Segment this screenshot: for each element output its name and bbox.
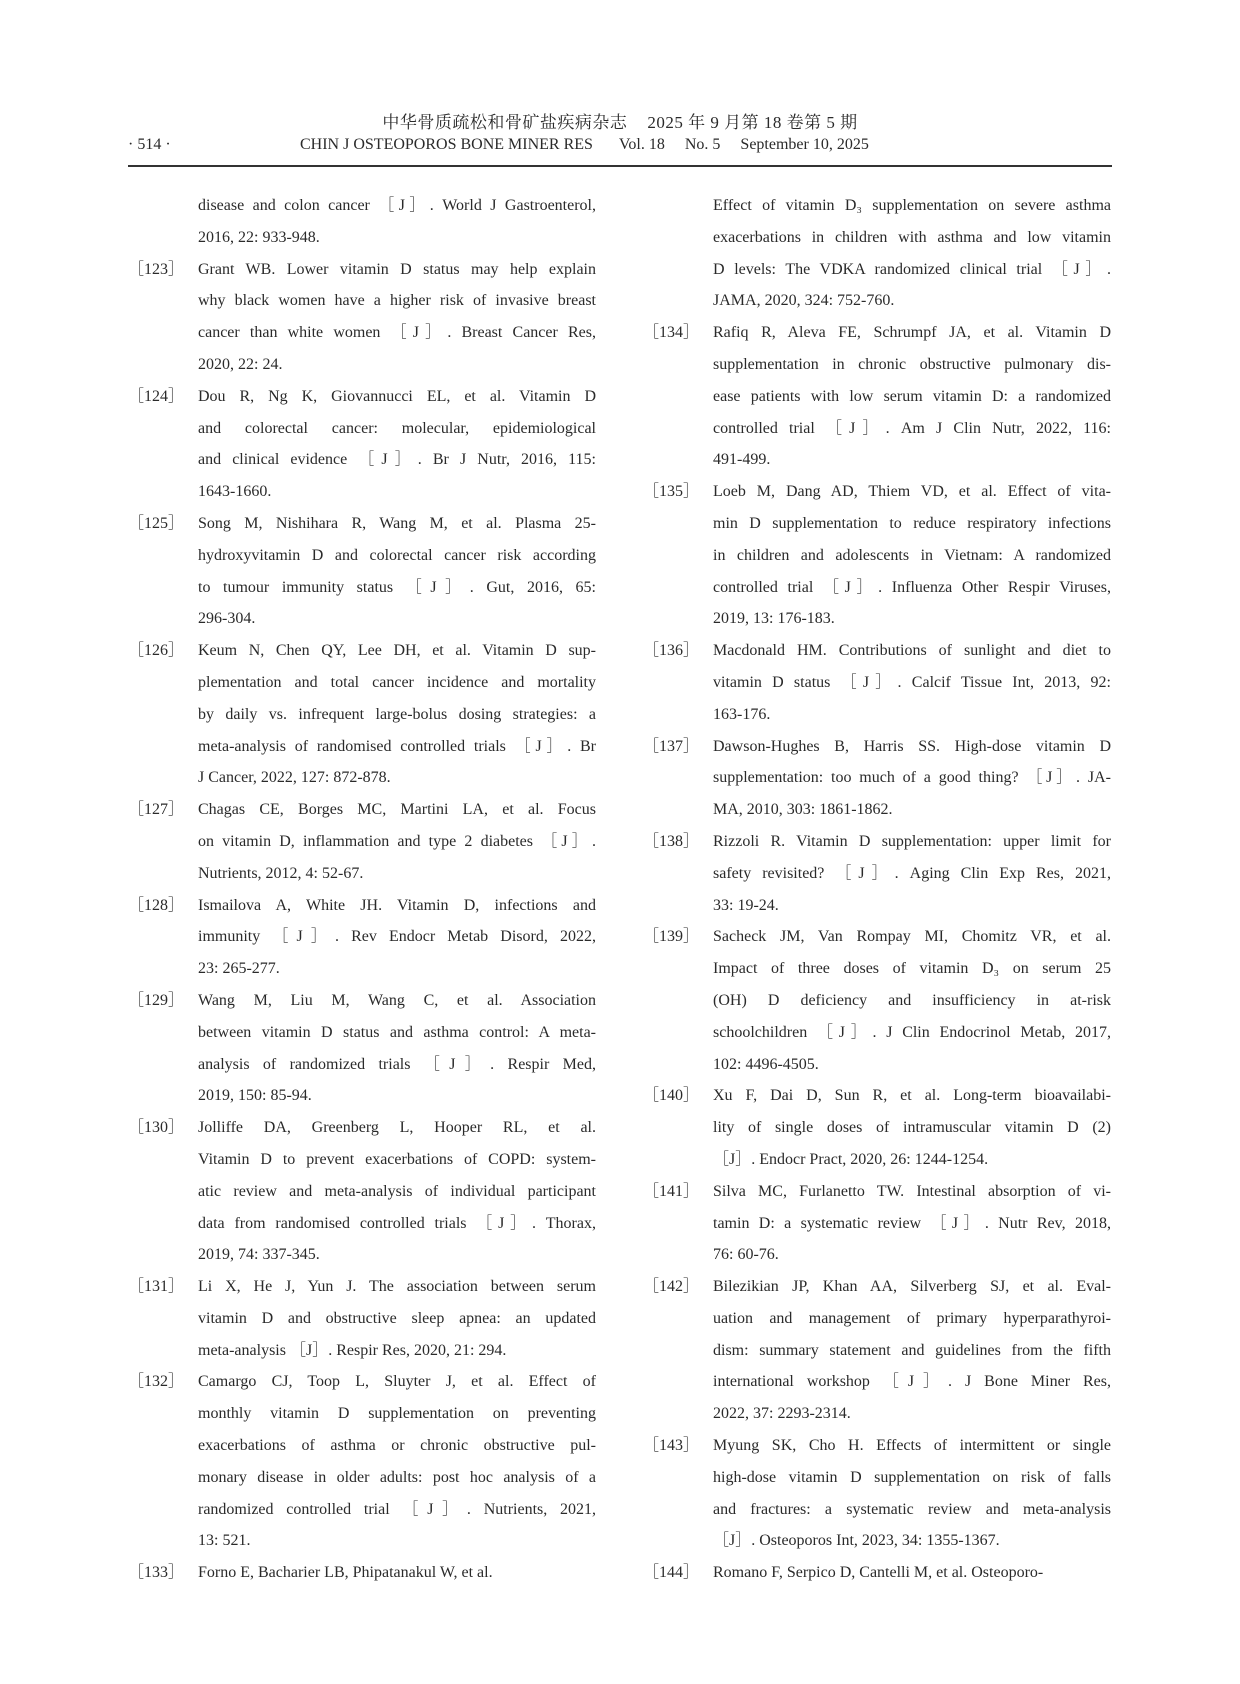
reference-number: ［129］ (128, 991, 185, 1009)
reference-entry (128, 1366, 596, 1557)
reference-entry (128, 794, 596, 889)
reference-text-line: plementation and total cancer incidence and mortality (198, 673, 596, 691)
reference-text-line: J Cancer, 2022, 127: 872-878. (198, 769, 391, 787)
reference-number: ［141］ (643, 1182, 700, 1200)
reference-text-line: Loeb M, Dang AD, Thiem VD, et al. Effect of vita- (713, 483, 1111, 501)
reference-text-line: Silva MC, Furlanetto TW. Intestinal absorption of vi- (713, 1182, 1111, 1200)
reference-text-line: 163-176. (713, 705, 771, 723)
reference-text-line: 2016, 22: 933-948. (198, 228, 320, 246)
reference-text-line: Li X, He J, Yun J. The association between serum (198, 1278, 596, 1296)
reference-text-line: ease patients with low serum vitamin D: a randomized (713, 387, 1111, 405)
reference-text-line: 296-304. (198, 610, 256, 628)
reference-number: ［132］ (128, 1373, 185, 1391)
reference-text-line: randomized controlled trial ［J］. Nutrients, 2021, (198, 1500, 596, 1518)
reference-text-line: lity of single doses of intramuscular vitamin D (2) (713, 1119, 1111, 1137)
reference-text-line: uation and management of primary hyperparathyroi- (713, 1309, 1111, 1327)
reference-text-line: controlled trial ［J］. Am J Clin Nutr, 2022, 116: (713, 419, 1111, 437)
publication-date: September 10, 2025 (740, 136, 869, 153)
reference-text-line: MA, 2010, 303: 1861-1862. (713, 801, 893, 819)
reference-text-line: D levels: The VDKA randomized clinical trial ［J］. (713, 260, 1111, 278)
running-header-english (300, 136, 869, 154)
reference-text-line: on vitamin D, inflammation and type 2 diabetes ［J］. (198, 832, 596, 850)
reference-text-line: between vitamin D status and asthma control: A meta- (198, 1023, 596, 1041)
reference-number: ［131］ (128, 1278, 185, 1296)
reference-text-line: 76: 60-76. (713, 1246, 779, 1264)
reference-entry (643, 1430, 1111, 1557)
reference-entry (128, 1557, 596, 1589)
reference-entry (643, 190, 1111, 317)
reference-text-line: Xu F, Dai D, Sun R, et al. Long-term bioavailabi- (713, 1087, 1111, 1105)
reference-entry (643, 826, 1111, 921)
reference-text-line: exacerbations of asthma or chronic obstructive pul- (198, 1437, 596, 1455)
reference-entry (643, 1176, 1111, 1271)
reference-text-line: data from randomised controlled trials ［J］. Thorax, (198, 1214, 596, 1232)
reference-text-line: Jolliffe DA, Greenberg L, Hooper RL, et al. (198, 1119, 596, 1137)
reference-number: ［135］ (643, 483, 700, 501)
reference-text-line: meta-analysis of randomised controlled trials ［J］. Br (198, 737, 596, 755)
reference-text-line: analysis of randomized trials ［J］. Respir Med, (198, 1055, 596, 1073)
reference-text-line: ［J］. Endocr Pract, 2020, 26: 1244-1254. (713, 1150, 989, 1168)
reference-text-line: disease and colon cancer ［J］. World J Gastroenterol, (198, 197, 596, 214)
reference-text-line: vitamin D status ［J］. Calcif Tissue Int, 2013, 92: (713, 673, 1111, 691)
reference-text-line: and colorectal cancer: molecular, epidemiological (198, 419, 596, 437)
reference-text-line: Sacheck JM, Van Rompay MI, Chomitz VR, et al. (713, 928, 1111, 946)
reference-number: ［127］ (128, 801, 185, 819)
reference-text-line: in children and adolescents in Vietnam: A randomized (713, 546, 1111, 564)
reference-text-line: Dawson-Hughes B, Harris SS. High-dose vitamin D (713, 737, 1111, 755)
reference-entry (128, 890, 596, 985)
reference-text-line: Forno E, Bacharier LB, Phipatanakul W, et al. (198, 1564, 493, 1582)
reference-text-line: dism: summary statement and guidelines from the fifth (713, 1341, 1111, 1359)
reference-text-line: hydroxyvitamin D and colorectal cancer risk according (198, 546, 596, 564)
reference-text-line: 2019, 150: 85-94. (198, 1087, 312, 1105)
reference-entry (128, 985, 596, 1112)
reference-text-line: and clinical evidence ［J］. Br J Nutr, 2016, 115: (198, 451, 596, 469)
reference-number: ［125］ (128, 514, 185, 532)
reference-text-line: Macdonald HM. Contributions of sunlight and diet to (713, 642, 1111, 660)
issue-number: No. 5 (684, 136, 721, 153)
reference-number: ［133］ (128, 1564, 185, 1582)
journal-title-chinese: 中华骨质疏松和骨矿盐疾病杂志 (382, 113, 628, 132)
reference-text-line: atic review and meta-analysis of individual participant (198, 1182, 596, 1200)
reference-text-line: 1643-1660. (198, 483, 272, 501)
reference-text-line: supplementation: too much of a good thing? ［J］. JA- (713, 769, 1111, 787)
reference-number: ［143］ (643, 1437, 700, 1455)
reference-text-line: 13: 521. (198, 1532, 251, 1550)
reference-entry (128, 1112, 596, 1271)
reference-text-line: ［J］. Osteoporos Int, 2023, 34: 1355-1367. (713, 1532, 1000, 1550)
reference-text-line: monthly vitamin D supplementation on preventing (198, 1405, 596, 1423)
reference-entry (128, 508, 596, 635)
reference-entry (643, 635, 1111, 730)
reference-text-line: vitamin D and obstructive sleep apnea: an updated (198, 1309, 596, 1327)
reference-entry (643, 1557, 1111, 1589)
reference-text-line: Wang M, Liu M, Wang C, et al. Association (198, 991, 596, 1009)
reference-text-line: Myung SK, Cho H. Effects of intermittent or single (713, 1437, 1111, 1455)
reference-text-line: Impact of three doses of vitamin D₃ on serum 25 (713, 960, 1111, 978)
reference-text-line: Dou R, Ng K, Giovannucci EL, et al. Vitamin D (198, 387, 596, 405)
reference-text-line: 33: 19-24. (713, 896, 779, 914)
reference-text-line: Bilezikian JP, Khan AA, Silverberg SJ, et al. Eval- (713, 1278, 1111, 1296)
reference-number: ［123］ (128, 260, 185, 278)
reference-number: ［124］ (128, 387, 185, 405)
reference-text-line: meta-analysis ［J］. Respir Res, 2020, 21: 294. (198, 1341, 507, 1359)
reference-text-line: exacerbations in children with asthma and low vitamin (713, 228, 1111, 246)
volume: Vol. 18 (618, 136, 665, 153)
reference-text-line: 2019, 13: 176-183. (713, 610, 835, 628)
reference-text-line: 2019, 74: 337-345. (198, 1246, 320, 1264)
reference-text-line: Song M, Nishihara R, Wang M, et al. Plasma 25- (198, 514, 596, 532)
reference-text-line: 102: 4496-4505. (713, 1055, 819, 1073)
reference-text-line: high-dose vitamin D supplementation on risk of falls (713, 1468, 1111, 1486)
reference-entry (128, 381, 596, 508)
reference-number: ［126］ (128, 642, 185, 660)
reference-text-line: Ismailova A, White JH. Vitamin D, infections and (198, 896, 596, 914)
reference-entry (128, 635, 596, 794)
reference-text-line: Effect of vitamin D₃ supplementation on severe asthma (713, 197, 1111, 214)
reference-text-line: tamin D: a systematic review ［J］. Nutr Rev, 2018, (713, 1214, 1111, 1232)
reference-text-line: safety revisited? ［J］. Aging Clin Exp Res, 2021, (713, 864, 1111, 882)
reference-entry (643, 921, 1111, 1080)
reference-text-line: cancer than white women ［J］. Breast Cancer Res, (198, 324, 596, 342)
reference-entry (643, 1271, 1111, 1430)
reference-text-line: monary disease in older adults: post hoc analysis of a (198, 1468, 596, 1486)
reference-text-line: to tumour immunity status ［J］. Gut, 2016, 65: (198, 578, 596, 596)
reference-text-line: Grant WB. Lower vitamin D status may help explain (198, 260, 596, 278)
reference-text-line: Chagas CE, Borges MC, Martini LA, et al. Focus (198, 801, 596, 819)
reference-text-line: Rafiq R, Aleva FE, Schrumpf JA, et al. Vitamin D (713, 324, 1111, 342)
reference-entry (643, 731, 1111, 826)
reference-entry (643, 1080, 1111, 1175)
reference-text-line: international workshop ［J］. J Bone Miner Res, (713, 1373, 1111, 1391)
reference-entry (128, 190, 596, 254)
reference-text-line: JAMA, 2020, 324: 752-760. (713, 292, 895, 310)
reference-text-line: 23: 265-277. (198, 960, 280, 978)
reference-number: ［139］ (643, 928, 700, 946)
reference-entry (643, 317, 1111, 476)
reference-text-line: Vitamin D to prevent exacerbations of COPD: system- (198, 1150, 596, 1168)
reference-text-line: Nutrients, 2012, 4: 52-67. (198, 864, 364, 882)
reference-text-line: 2022, 37: 2293-2314. (713, 1405, 851, 1423)
reference-text-line: min D supplementation to reduce respiratory infections (713, 514, 1111, 532)
reference-text-line: by daily vs. infrequent large-bolus dosing strategies: a (198, 705, 596, 723)
reference-text-line: (OH) D deficiency and insufficiency in at-risk (713, 991, 1111, 1009)
reference-text-line: Rizzoli R. Vitamin D supplementation: upper limit for (713, 832, 1111, 850)
reference-number: ［137］ (643, 737, 700, 755)
reference-text-line: Camargo CJ, Toop L, Sluyter J, et al. Effect of (198, 1373, 596, 1391)
reference-entry (128, 254, 596, 381)
reference-text-line: schoolchildren ［J］. J Clin Endocrinol Metab, 2017, (713, 1023, 1111, 1041)
reference-entry (643, 476, 1111, 635)
running-header-chinese (0, 108, 1240, 133)
journal-title-english: CHIN J OSTEOPOROS BONE MINER RES (300, 136, 593, 153)
reference-number: ［128］ (128, 896, 185, 914)
reference-number: ［130］ (128, 1119, 185, 1137)
reference-number: ［140］ (643, 1087, 700, 1105)
reference-number: ［136］ (643, 642, 700, 660)
reference-text-line: controlled trial ［J］. Influenza Other Respir Viruses, (713, 578, 1111, 596)
header-rule (128, 165, 1112, 167)
reference-number: ［142］ (643, 1278, 700, 1296)
reference-text-line: Romano F, Serpico D, Cantelli M, et al. Osteoporo- (713, 1564, 1044, 1582)
reference-text-line: supplementation in chronic obstructive pulmonary dis- (713, 355, 1111, 373)
reference-column-right (643, 190, 1111, 1589)
reference-text-line: why black women have a higher risk of invasive breast (198, 292, 596, 310)
reference-text-line: 491-499. (713, 451, 771, 469)
reference-number: ［134］ (643, 324, 700, 342)
reference-text-line: and fractures: a systematic review and meta-analysis (713, 1500, 1111, 1518)
page-number: · 514 · (128, 136, 171, 153)
reference-entry (128, 1271, 596, 1366)
issue-info-chinese: 2025 年 9 月第 18 卷第 5 期 (647, 113, 858, 132)
reference-number: ［144］ (643, 1564, 700, 1582)
reference-number: ［138］ (643, 832, 700, 850)
reference-text-line: immunity ［J］. Rev Endocr Metab Disord, 2022, (198, 928, 596, 946)
reference-text-line: 2020, 22: 24. (198, 355, 283, 373)
reference-text-line: Keum N, Chen QY, Lee DH, et al. Vitamin D sup- (198, 642, 596, 660)
reference-column-left (128, 190, 596, 1589)
